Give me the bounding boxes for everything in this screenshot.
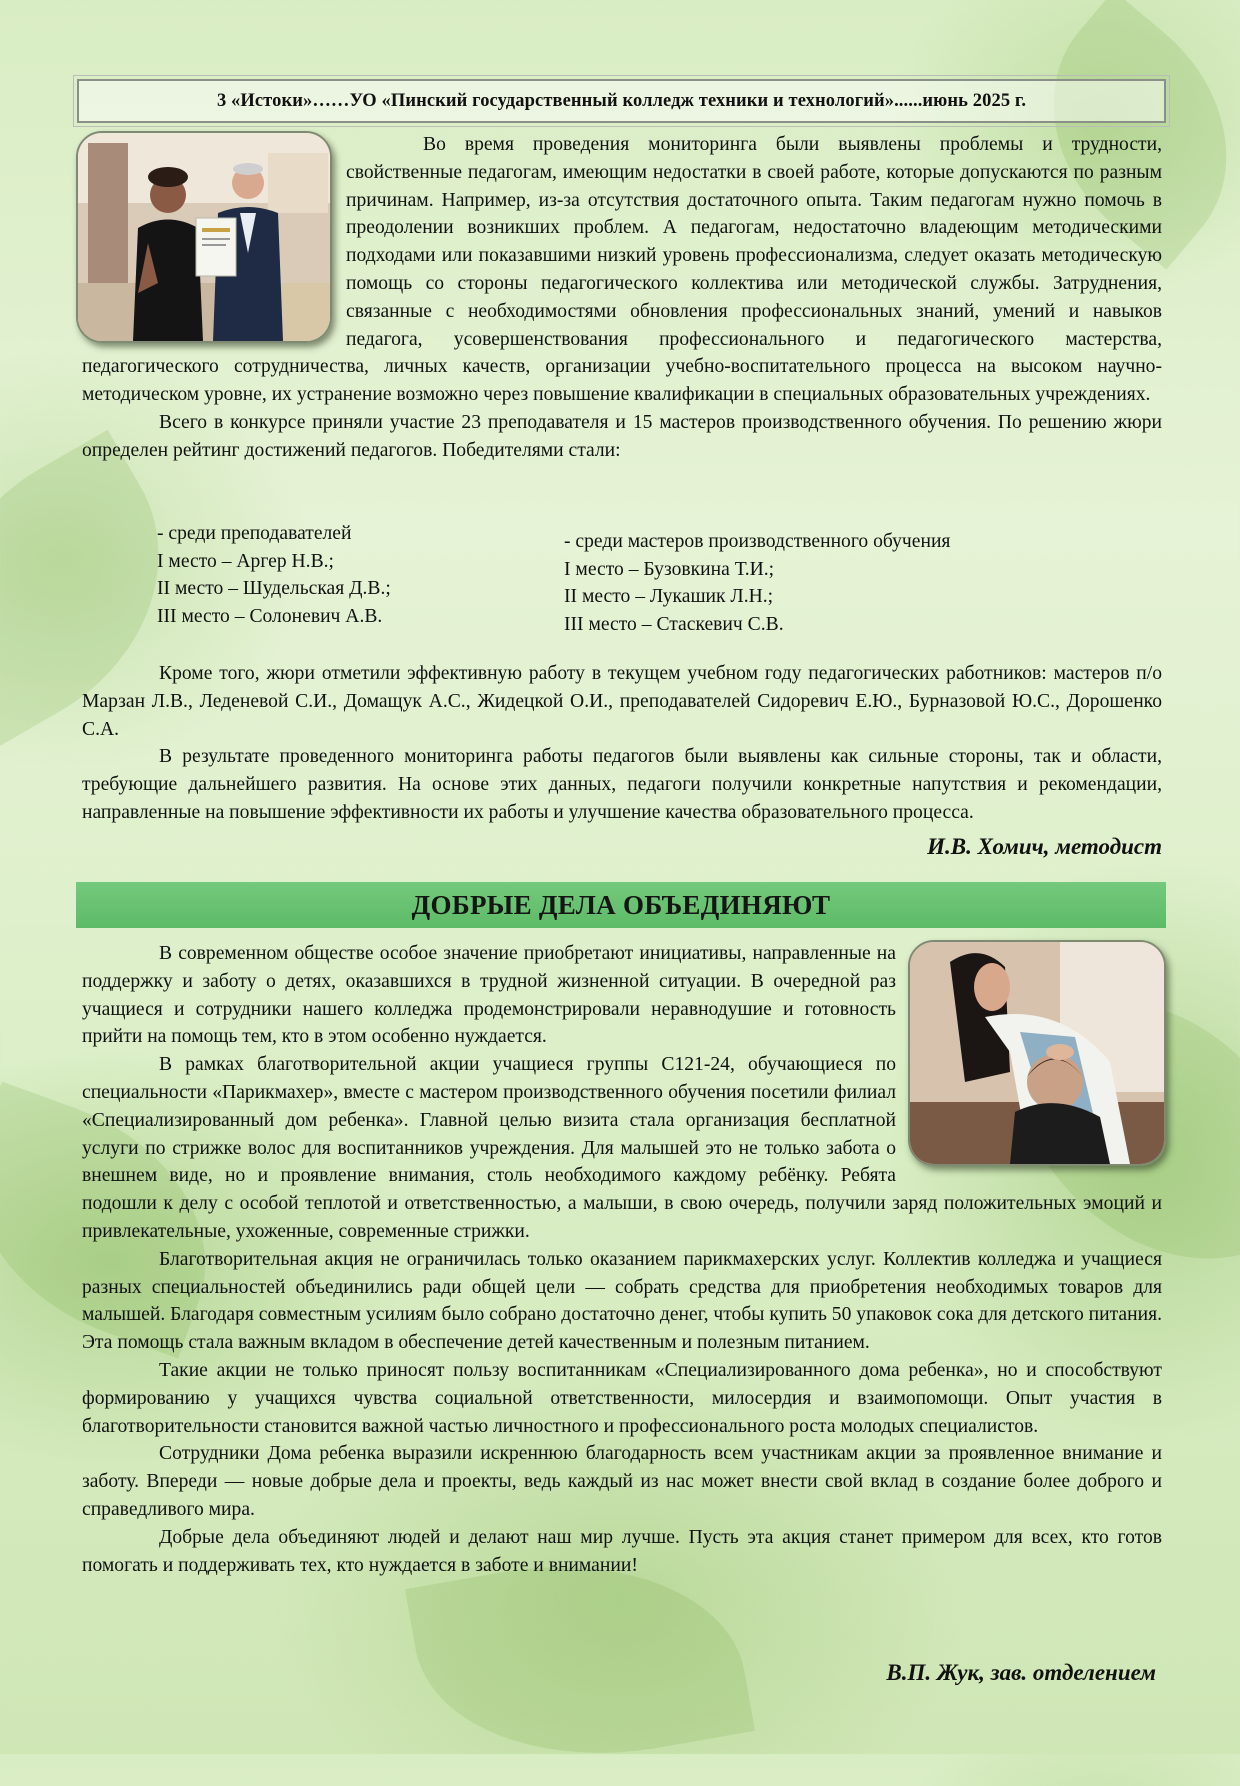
list-item: II место – Лукашик Л.Н.; bbox=[564, 586, 774, 607]
teachers-list bbox=[157, 520, 391, 630]
list-item: - среди мастеров производственного обучения bbox=[564, 531, 951, 552]
signature: И.В. Хомич, методист bbox=[927, 834, 1162, 859]
signature: В.П. Жук, зав. отделением bbox=[886, 1660, 1156, 1685]
article-monitoring-continued bbox=[82, 660, 1162, 827]
article-good-deeds bbox=[82, 940, 1162, 1579]
list-item: II место – Шудельская Д.В.; bbox=[157, 578, 391, 599]
paragraph: В результате проведенного мониторинга работы педагогов были выявлены как сильные стороны, так и области, требующие дальнейшего развития. На основе этих данных, педагоги получили конкретные напутствия и рекомендации, направленные на повышение эффективности их работы и улучшение качества образовательного процесса. bbox=[82, 746, 1162, 823]
section-title bbox=[76, 882, 1166, 928]
paragraph: Всего в конкурсе приняли участие 23 преподавателя и 15 мастеров производственного обучения. По решению жюри определен рейтинг достижений педагогов. Победителями стали: bbox=[82, 411, 1162, 461]
haircut-photo bbox=[908, 940, 1166, 1166]
list-item: III место – Стаскевич С.В. bbox=[564, 613, 784, 635]
list-item: I место – Бузовкина Т.И.; bbox=[564, 558, 775, 580]
paragraph: Благотворительная акция не ограничилась только оказанием парикмахерских услуг. Коллектив колледжа и учащиеся разных специальностей объединились ради общей цели — собрать средства для приобретения необходимых товаров для малышей. Благодаря совместным усилиям было собрано достаточно денег, чтобы купить 50 упаковок сока для детского питания. Эта помощь стала важным вкладом в обеспечение детей качественным и полезным питанием. bbox=[82, 1248, 1162, 1354]
page-header bbox=[77, 79, 1166, 123]
paragraph: В рамках благотворительной акции учащиеся группы С121-24, обучающиеся по специальности «Парикмахер», вместе с мастером производственного обучения посетили филиал «Специализированный дом ребенка». Главной целью визита стала организация бесплатной услуги по стрижке волос для воспитанников учреждения. Для малышей это не только забота о внешнем виде, но и проявление внимания, столь необходимого каждому ребёнку. Ребята подошли к делу с особой теплотой и ответственностью, а малыши, в свою очередь, получили заряд положительных эмоций и привлекательные, ухоженные, современные стрижки. bbox=[82, 1054, 1162, 1242]
winners-lists bbox=[82, 520, 1162, 650]
award-photo bbox=[76, 131, 332, 343]
list-item: III место – Солоневич А.В. bbox=[157, 605, 383, 627]
list-item: I место – Аргер Н.В.; bbox=[157, 550, 334, 572]
paragraph: В современном обществе особое значение приобретают инициативы, направленные на поддержку и заботу о детях, оказавшихся в трудной жизненной ситуации. В очередной раз учащиеся и сотрудники нашего колледжа продемонстрировали неравнодушие и готовность прийти на помощь тем, кто в этом особенно нуждается. bbox=[82, 943, 896, 1048]
article-monitoring bbox=[82, 131, 1162, 465]
header-text: 3 «Истоки»……УО «Пинский государственный колледж техники и технологий»......июнь 2025 г. bbox=[216, 90, 1027, 111]
section-title-text: ДОБРЫЕ ДЕЛА ОБЪЕДИНЯЮТ bbox=[411, 889, 831, 920]
paragraph: Такие акции не только приносят пользу воспитанникам «Специализированного дома ребенка», но и способствуют формированию у учащихся чувства социальной ответственности, милосердия и взаимопомощи. Опыт участия в благотворительности становится важной частью личностного и профессионального роста молодых специалистов. bbox=[82, 1359, 1162, 1437]
paragraph: Добрые дела объединяют людей и делают наш мир лучше. Пусть эта акция станет примером для всех, кто готов помогать и поддерживать тех, кто нуждается в заботе и внимании! bbox=[82, 1526, 1162, 1576]
masters-list bbox=[564, 528, 950, 638]
paragraph: Во время проведения мониторинга были выявлены проблемы и трудности, свойственные педагогам, имеющим недостатки в своей работе, которые допускаются по разным причинам. Например, из-за отсутствия достаточного опыта. Таким педагогам нужно помочь в преодолении возникших проблем. А педагогам, недостаточно владеющим методическими подходами или показавшими низкий уровень профессионализма, следует оказать методическую помощь со стороны педагогического коллектива или методической службы. Затруднения, связанные с необходимостями обновления профессиональных знаний, умений и навыков педагога, усовершенствования профессионального и педагогического мастерства, педагогического сотрудничества, личных качеств, организации учебно-воспитательного процесса на высоком научно-методическом уровне, их устранение возможно через повышение квалификации в специальных образовательных учреждениях. bbox=[82, 134, 1162, 406]
paragraph: Кроме того, жюри отметили эффективную работу в текущем учебном году педагогических работников: мастеров п/о Марзан Л.В., Леденевой С.И., Домащук А.С., Жидецкой О.И., преподавателей Сидоревич Е.Ю., Бурназовой Ю.С., Дорошенко С.А. bbox=[82, 663, 1162, 740]
list-item: - среди преподавателей bbox=[157, 523, 352, 544]
paragraph: Сотрудники Дома ребенка выразили искреннюю благодарность всем участникам акции за проявленное внимание и заботу. Впереди — новые добрые дела и проекты, ведь каждый из нас может внести свой вклад в создание более доброго и справедливого мира. bbox=[82, 1443, 1162, 1520]
